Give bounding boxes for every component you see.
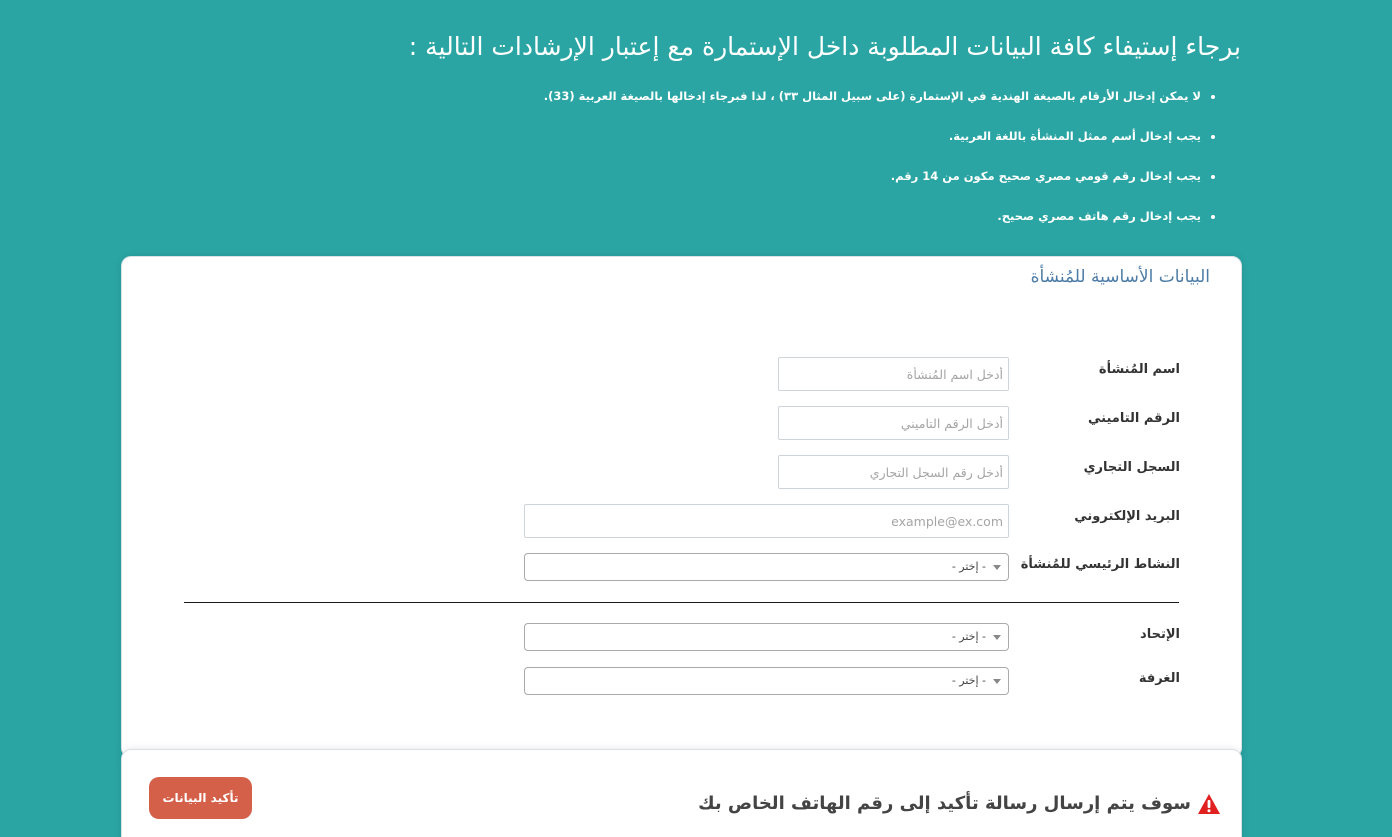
form-card (121, 256, 1242, 758)
commercial-registry-input[interactable] (778, 455, 1009, 489)
email-input[interactable] (524, 504, 1009, 538)
union-select[interactable] (524, 623, 1009, 651)
facility-name-input[interactable] (778, 357, 1009, 391)
chevron-down-icon (993, 635, 1001, 640)
confirm-data-button[interactable]: تأكيد البيانات (149, 777, 252, 819)
main-activity-selected: - إختر - (951, 560, 986, 573)
confirmation-notice (698, 790, 1221, 818)
warning-icon (1197, 793, 1221, 815)
commercial-registry-label: السجل التجاري (1083, 460, 1180, 475)
instructions-heading: برجاء إستيفاء كافة البيانات المطلوبة داخل الإستمارة مع إعتبار الإرشادات التالية : (408, 32, 1241, 61)
insurance-number-label: الرقم التاميني (1088, 411, 1180, 426)
instruction-item: • يجب إدخال رقم قومي مصري صحيح مكون من 14 رقم. (544, 162, 1201, 202)
email-label: البريد الإلكتروني (1074, 509, 1180, 524)
chevron-down-icon (993, 679, 1001, 684)
form-title: البيانات الأساسية للمُنشأة (1030, 267, 1210, 287)
union-label: الإتحاد (1140, 627, 1180, 642)
union-selected: - إختر - (951, 630, 986, 643)
instruction-item: • يجب إدخال رقم هاتف مصري صحيح. (544, 202, 1201, 242)
chevron-down-icon (993, 565, 1001, 570)
insurance-number-input[interactable] (778, 406, 1009, 440)
chamber-select[interactable] (524, 667, 1009, 695)
instructions-list (544, 82, 1220, 242)
confirmation-notice-text: سوف يتم إرسال رسالة تأكيد إلى رقم الهاتف الخاص بك (698, 793, 1191, 814)
main-activity-select[interactable] (524, 553, 1009, 581)
chamber-label: الغرفة (1138, 671, 1180, 686)
chamber-selected: - إختر - (951, 674, 986, 687)
confirmation-card (121, 749, 1242, 837)
instruction-item: • يجب إدخال أسم ممثل المنشأة باللغة العربية. (544, 122, 1201, 162)
main-activity-label: النشاط الرئيسي للمُنشأة (1020, 557, 1180, 572)
instruction-item: • لا يمكن إدخال الأرقام بالصيغة الهندية في الإستمارة (على سبيل المثال ٣٣) ، لذا فبرجاء إدخالها بالصيغة العربية (33). (544, 82, 1201, 122)
form-divider (184, 602, 1179, 603)
facility-name-label: اسم المُنشأة (1098, 362, 1180, 377)
